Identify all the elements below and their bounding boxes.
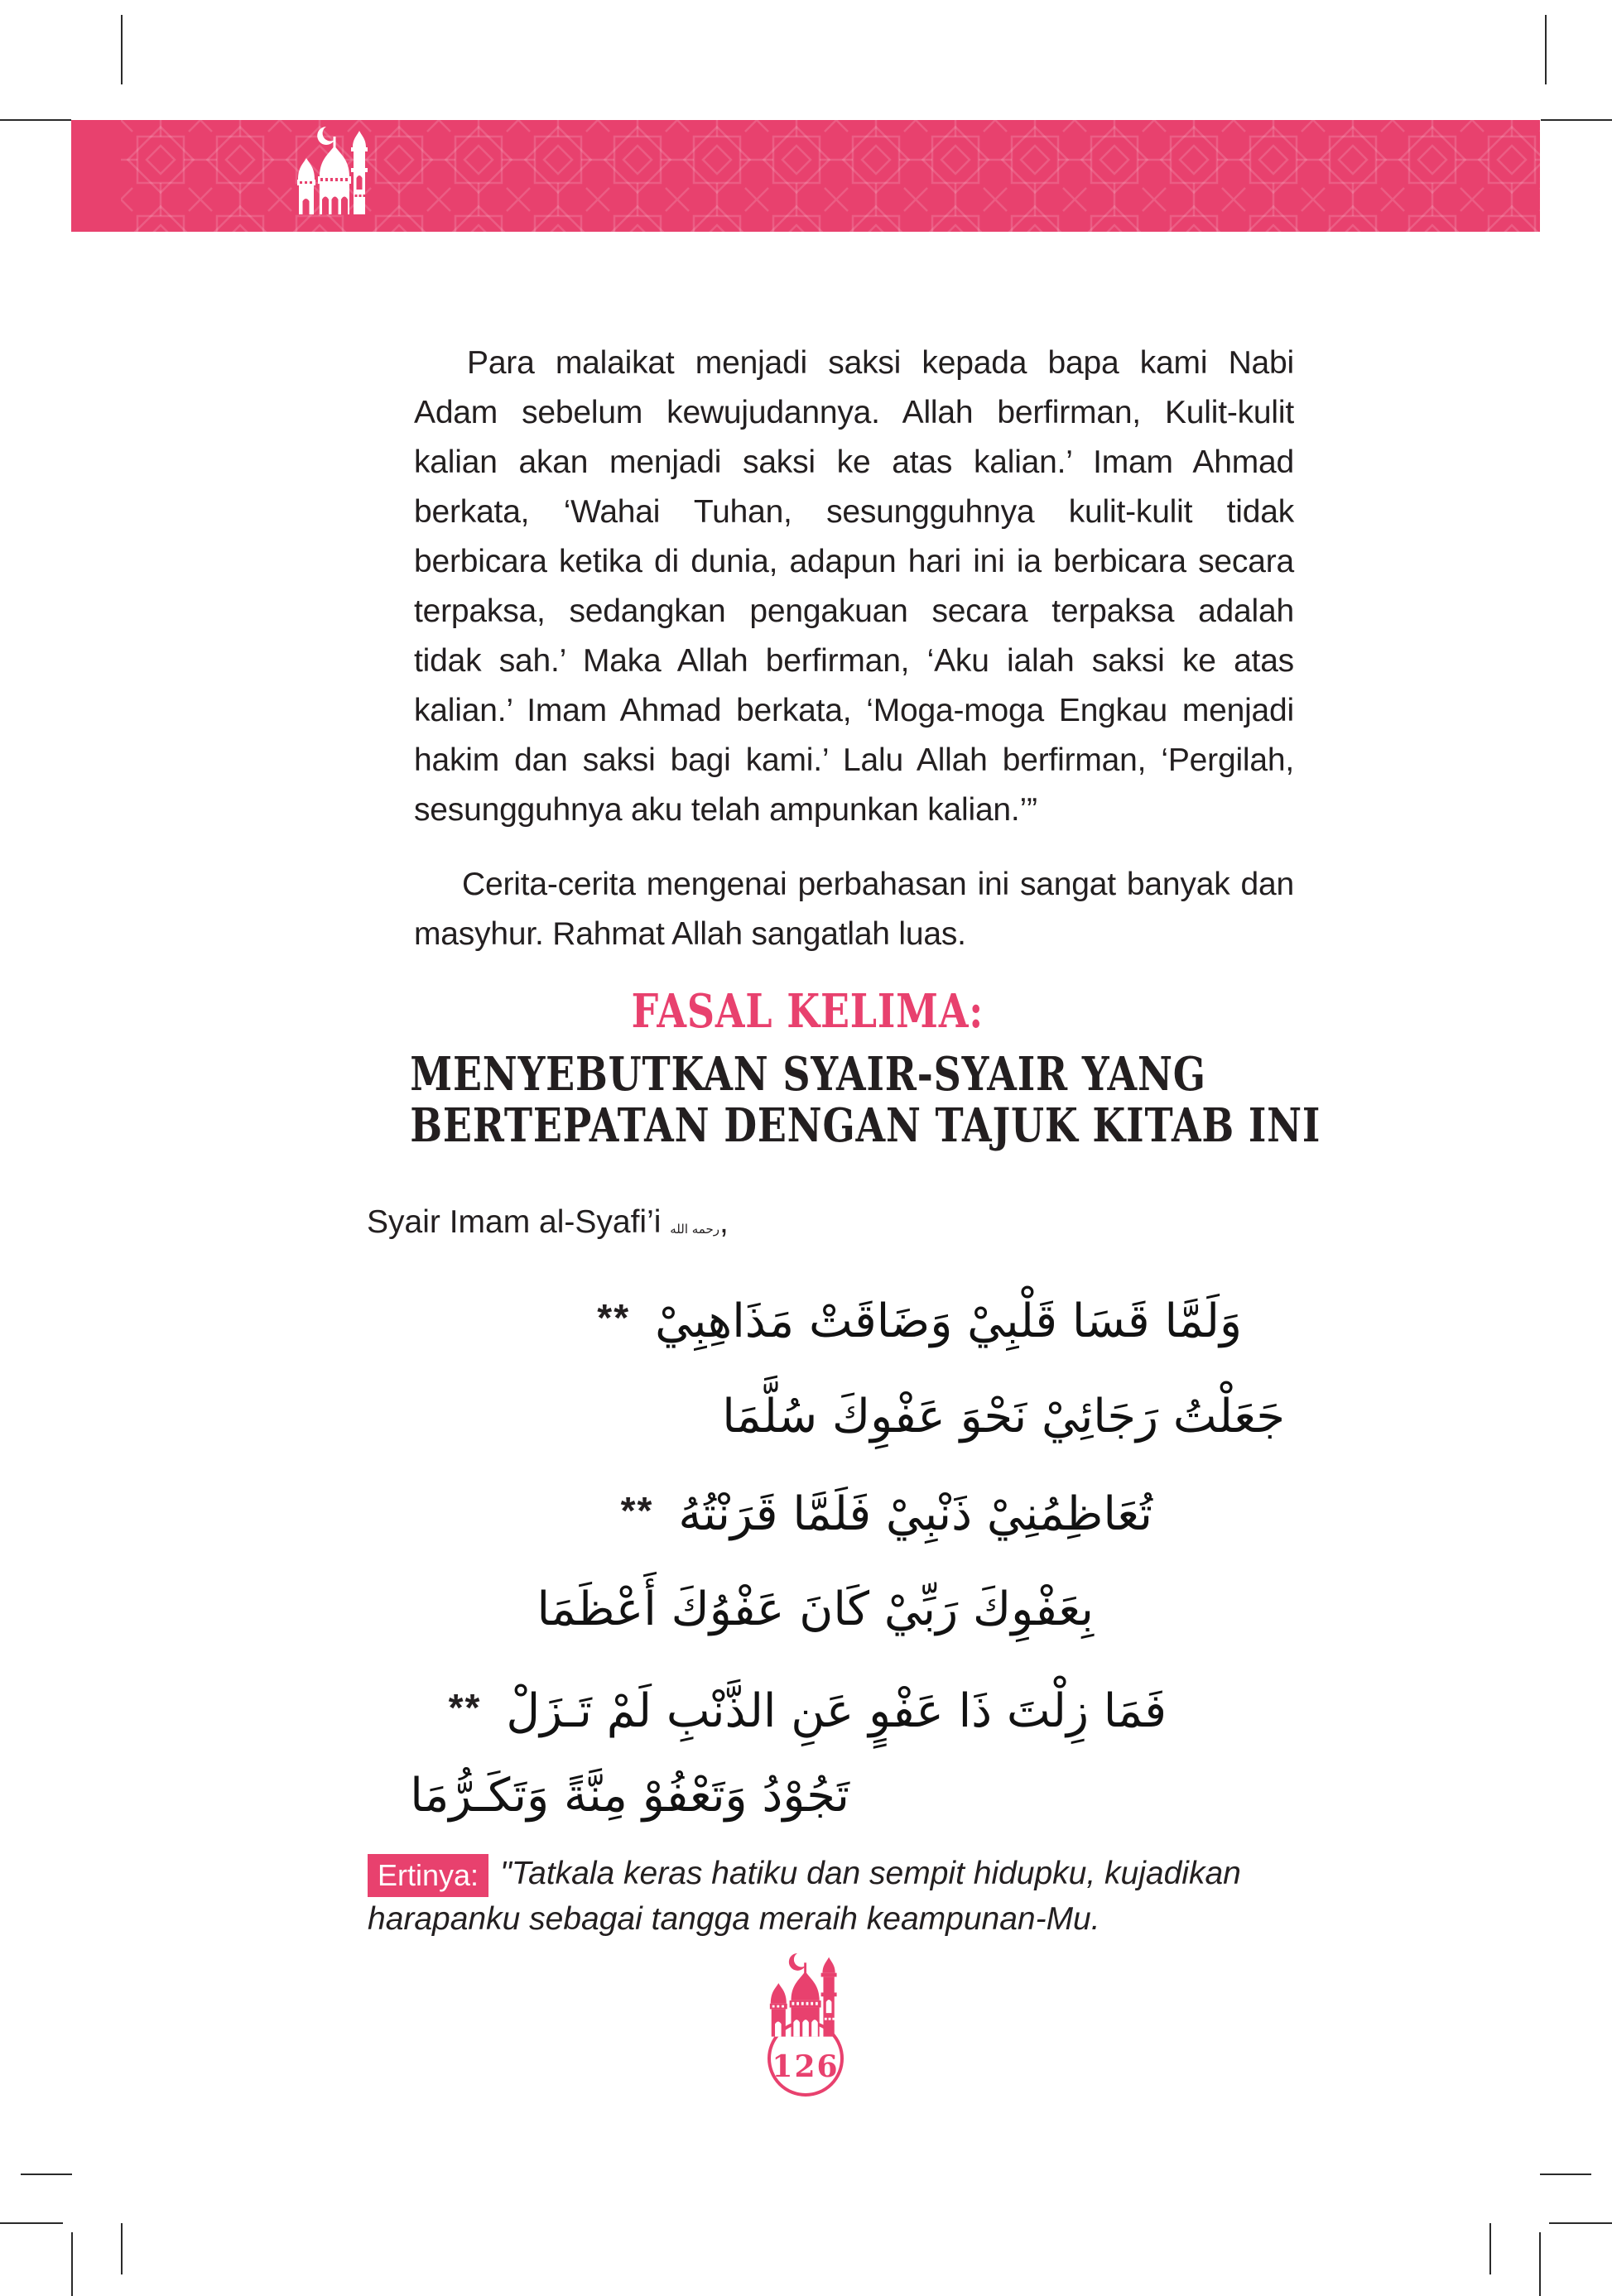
- translation-text: "Tatkala keras hatiku dan sempit hidupku, kujadikan harapanku sebagai tangga meraih keampunan-Mu.: [368, 1856, 1241, 1937]
- arabic-verse: فَمَا زِلْتَ ذَا عَفْوٍ عَنِ الذَّنْبِ لَمْ تَـزَلْ: [506, 1684, 1167, 1738]
- translation-block: [368, 1851, 1274, 1942]
- crop-mark: [1489, 2223, 1491, 2274]
- chapter-title: AMALAN PENGHAPUS DOSA: [541, 291, 982, 327]
- poem-line: [722, 1382, 1285, 1452]
- hemistich-separator: **: [620, 1489, 654, 1532]
- poem-line: [621, 1480, 1152, 1549]
- crop-mark: [1545, 15, 1547, 84]
- poem-line: [537, 1575, 1094, 1645]
- chapter-header-banner: [71, 120, 1540, 327]
- arabic-verse: جَعَلْتُ رَجَائِيْ نَحْوَ عَفْوِكَ سُلَّمَا: [722, 1390, 1285, 1443]
- arabic-verse: تَجُوْدُ وَتَعْفُوْ مِنَّةً وَتَكَـرُّمَا: [410, 1769, 849, 1823]
- page-number: 126: [772, 2049, 840, 2084]
- poem-intro: Syair Imam al-Syafi’i رحمه الله,: [367, 1202, 729, 1249]
- section-title-line: BERTEPATAN DENGAN TAJUK KITAB INI: [410, 1098, 1321, 1153]
- hemistich-separator: **: [597, 1296, 631, 1339]
- crop-mark: [1539, 2232, 1541, 2296]
- arabic-verse: تُعَاظِمُنِيْ ذَنْبِيْ فَلَمَّا قَرَنْتُهُ: [678, 1487, 1152, 1541]
- section-title-line: MENYEBUTKAN SYAIR-SYAIR YANG: [410, 1047, 1206, 1102]
- body-paragraph: Cerita-cerita mengenai perbahasan ini sangat banyak dan masyhur. Rahmat Allah sangatlah luas.: [414, 867, 1294, 952]
- crop-mark: [0, 2222, 63, 2224]
- body-paragraph: Para malaikat menjadi saksi kepada bapa kami Nabi Adam sebelum kewujudannya. Allah berfirman, Kulit-kulit kalian akan menjadi saksi ke atas kalian.’ Imam Ahmad berkata, ‘Wahai Tuhan, sesungguhnya kulit-kulit tidak berbicara ketika di dunia, adapun hari ini ia berbicara secara terpaksa, sedangkan pengakuan secara terpaksa adalah tidak sah.’ Maka Allah berfirman, ‘Aku ialah saksi ke atas kalian.’ Imam Ahmad berkata, ‘Moga-moga Engkau menjadi hakim dan saksi bagi kami.’ Lalu Allah berfirman, ‘Pergilah, sesungguhnya aku telah ampunkan kalian.’”: [414, 345, 1294, 828]
- crop-mark: [71, 2232, 73, 2296]
- crop-mark: [121, 2223, 123, 2274]
- poem-line: [597, 1287, 1242, 1357]
- crop-mark: [0, 119, 71, 121]
- crop-mark: [1541, 119, 1612, 121]
- hemistich-separator: **: [448, 1686, 482, 1729]
- section-label: FASAL KELIMA:: [631, 984, 984, 1039]
- rahimahullah-honorific: رحمه الله: [670, 1222, 719, 1237]
- translation-label: Ertinya:: [368, 1854, 488, 1897]
- crop-mark: [1549, 2222, 1612, 2224]
- crop-mark: [1540, 2174, 1591, 2175]
- poem-line: [449, 1677, 1167, 1746]
- mosque-icon: [295, 125, 376, 231]
- section-title: [323, 1047, 1321, 1153]
- crop-mark: [121, 15, 123, 84]
- arabic-verse: وَلَمَّا قَسَا قَلْبِيْ وَضَاقَتْ مَذَاهِبِيْ: [655, 1295, 1242, 1348]
- arabic-verse: بِعَفْوِكَ رَبِّيْ كَانَ عَفْوُكَ أَعْظَمَا: [537, 1583, 1094, 1636]
- crop-mark: [21, 2174, 72, 2175]
- poem-line: [410, 1761, 849, 1831]
